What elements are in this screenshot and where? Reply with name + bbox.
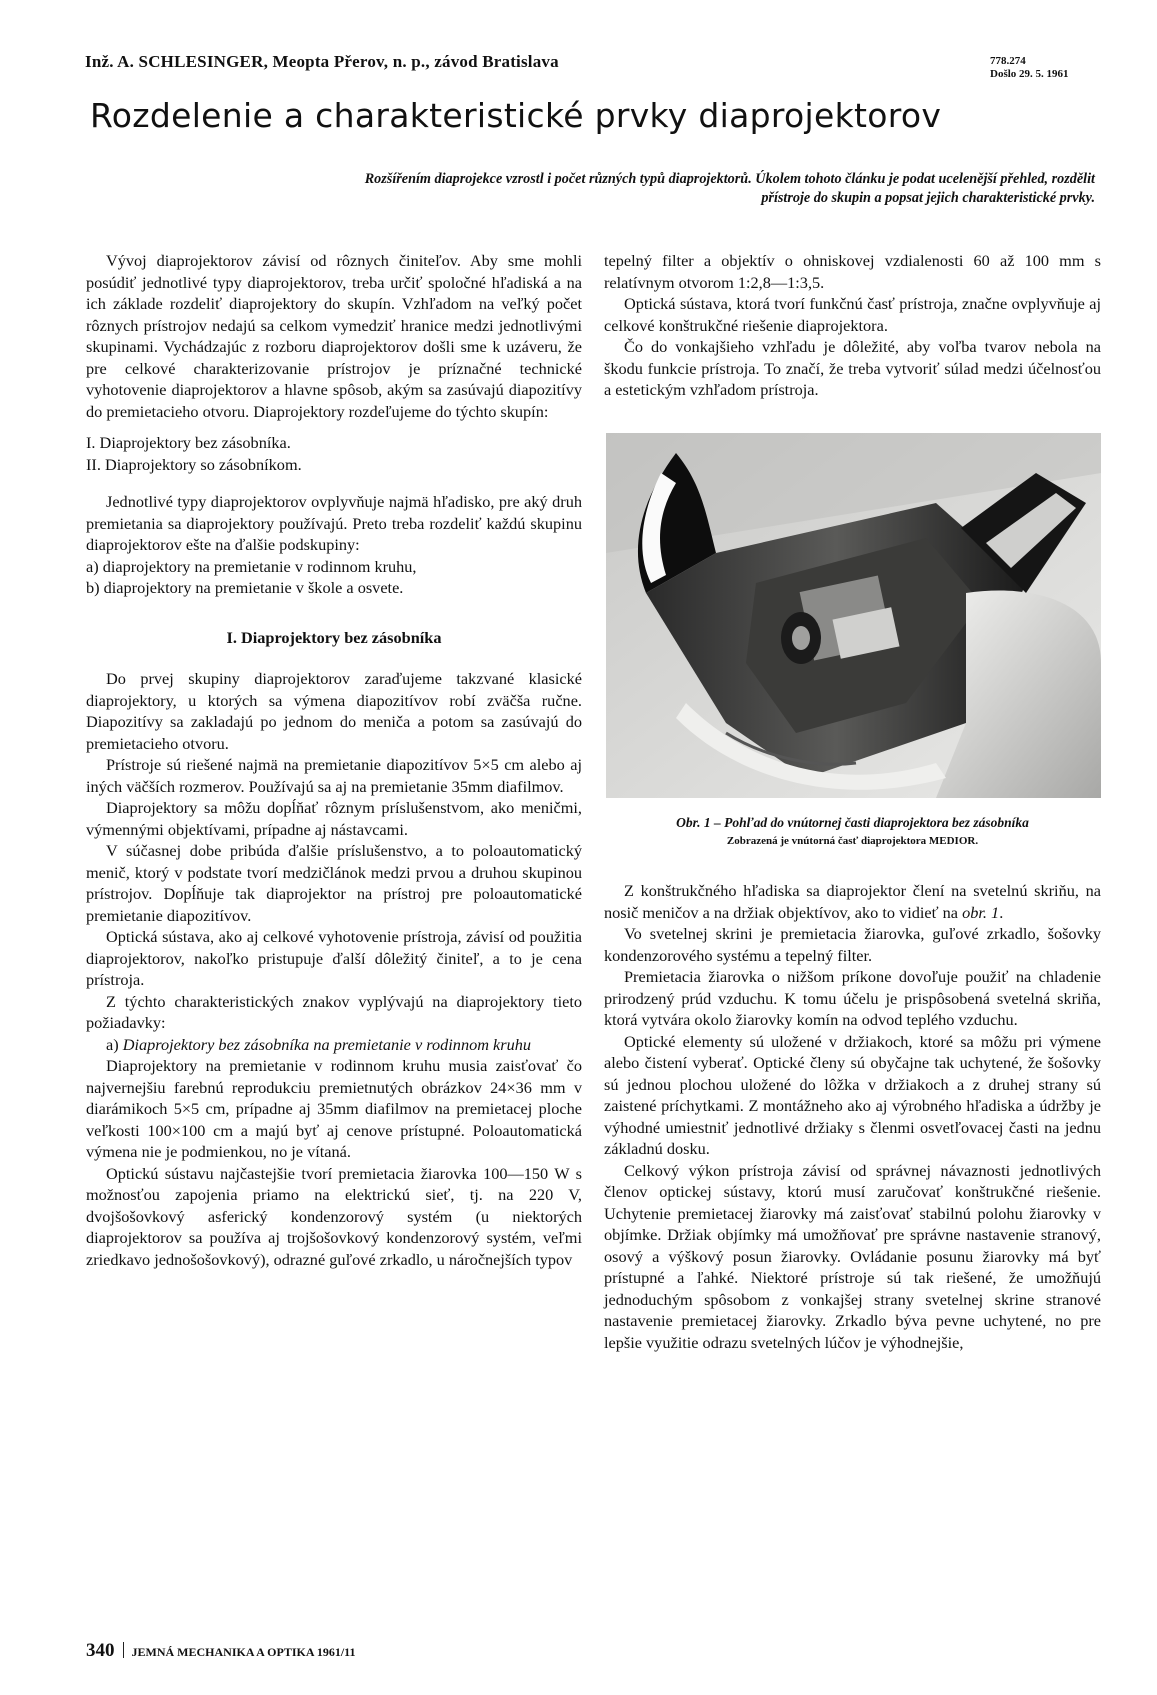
paragraph: Vývoj diaprojektorov závisí od rôznych činiteľov. Aby sme mohli posúdiť jednotlivé typy diaprojektorov, treba určiť spoločné hľadiská a na ich základe rozdeliť diaprojektory do skupín. Vzhľadom na veľký počet rôznych prístrojov nedajú sa celkom vymedziť hranice medzi jednotlivými skupinami. Vychádzajúc z rozboru diaprojektorov došli sme k uzáveru, že pre celkové charakterizovanie prístrojov je príznačné technické vyhotovenie diaprojektorov a hlavne spôsob, akým sa zasúvajú diapozitívy do premietacieho otvoru. Diaprojektory rozdeľujeme do týchto skupín: xyxy=(86,251,582,421)
subsection-prefix: a) xyxy=(106,1034,123,1054)
paragraph: Celkový výkon prístroja závisí od správnej návaznosti jednotlivých členov optickej sústavy, ktorú musí zaručovať konštrukčné riešenie. Uchytenie premietacej žiarovky má zaisťovať stabilnú polohu žiarovky v objímke. Držiak objímky má umožňovať pre správne nastavenie stranový, osový a výškový posun žiarovky. Ovládanie posunu žiarovky má byť prístupné a ľahké. Niektoré prístroje sú tak riešené, že umožňujú jednoduchým spôsobom z vonkajšej strany svetelnej skrine stranové nastavenie premietacej žiarovky. Zrkadlo býva pevne uchytené, no pre lepšie využitie odrazu svetelných lúčov je výhodnejšie, xyxy=(604,1160,1101,1352)
paragraph: Vo svetelnej skrini je premietacia žiarovka, guľové zrkadlo, šošovky kondenzorového systému a tepelný filter. xyxy=(604,924,1101,965)
paragraph: tepelný filter a objektív o ohniskovej vzdialenosti 60 až 100 mm s relatívnym otvorom 1:2,8—1:3,5. xyxy=(604,251,1101,292)
subsection-heading xyxy=(86,1034,582,1056)
paragraph: Čo do vonkajšieho vzhľadu je dôležité, aby voľba tvarov nebola na škodu funkcie prístroja. To značí, že treba vytvoriť súlad medzi účelnosťou a estetickým vzhľadom prístroja. xyxy=(604,337,1101,399)
figure-subcaption: Zobrazená je vnútorná časť diaprojektora MEDIOR. xyxy=(726,834,979,847)
section-heading: I. Diaprojektory bez zásobníka xyxy=(226,627,442,647)
journal-name: JEMNÁ MECHANIKA A OPTIKA 1961/11 xyxy=(131,1645,356,1659)
paragraph xyxy=(604,880,1101,923)
subsection-title: Diaprojektory bez zásobníka na premietanie v rodinnom kruhu xyxy=(122,1034,532,1054)
paragraph: V súčasnej dobe pribúda ďalšie príslušenstvo, a to poloautomatický menič, ktorý v podstate tvorí medzičlánok medzi prvou a druhou skupinou prístrojov. Dopĺňuje tak diaprojektor na prístroj pre poloautomatické premietanie diapozitívov. xyxy=(86,841,582,925)
paragraph: Diaprojektory sa môžu dopĺňať rôznym príslušenstvom, ako meničmi, výmennými objektívami, prípadne aj nástavcami. xyxy=(86,798,582,839)
received-date: Došlo 29. 5. 1961 xyxy=(990,68,1069,80)
subgroup-list xyxy=(86,556,582,599)
paragraph: Diaprojektory na premietanie v rodinnom kruhu musia zaisťovať čo najvernejšiu farebnú reprodukciu premietnutých obrázkov 24×36 mm v diarámikoch 5×5 cm, prípadne aj 35mm diafilmov na premietacej ploche veľkosti 100×100 cm a majú byť aj cenove prístupné. Poloautomatická výmena nie je podmienkou, no je vítaná. xyxy=(86,1056,582,1161)
figure-caption: Obr. 1 – Pohľad do vnútornej časti diaprojektora bez zásobníka xyxy=(676,814,1029,830)
page-number: 340 xyxy=(86,1640,115,1661)
paragraph: Optická sústava, ako aj celkové vyhotovenie prístroja, závisí od použitia diaprojektorov, nakoľko pristupuje ďalší dôležitý činiteľ, a to je cena prístroja. xyxy=(86,927,582,989)
udc-code: 778.274 xyxy=(990,55,1026,67)
text-run: Z konštrukčného hľadiska sa diaprojektor člení na svetelnú skriňu, na nosič meničov a na držiak objektívov, ako to vidieť na xyxy=(604,881,1101,922)
paragraph: Optická sústava, ktorá tvorí funkčnú časť prístroja, značne ovplyvňuje aj celkové konštrukčné riešenie diaprojektora. xyxy=(604,294,1101,335)
footer-divider xyxy=(123,1642,124,1658)
list-item: a) diaprojektory na premietanie v rodinnom kruhu, xyxy=(86,556,417,576)
list-item: I. Diaprojektory bez zásobníka. xyxy=(86,433,291,452)
paragraph: Jednotlivé typy diaprojektorov ovplyvňuje najmä hľadisko, pre aký druh premietania sa diaprojektory používajú. Preto treba rozdeliť každú skupinu diaprojektorov ešte na ďalšie podskupiny: xyxy=(86,492,582,554)
figure-photo xyxy=(606,433,1101,798)
list-item: II. Diaprojektory so zásobníkom. xyxy=(86,454,302,474)
paragraph: Optickú sústavu najčastejšie tvorí premietacia žiarovka 100—150 W s možnosťou zapojenia priamo na elektrickú sieť, tj. na 220 V, dvojšošovkový asferický kondenzorový systém (u niektorých diaprojektorov sa používa aj trojšošovkový kondenzorový systém, veľmi zriedkavo jednošošovkový), odrazné guľové zrkadlo, u náročnejších typov xyxy=(86,1163,582,1269)
paragraph: Premietacia žiarovka o nižšom príkone dovoľuje použiť na chladenie prirodzený prúd vzduchu. K tomu účelu je prispôsobená svetelná skriňa, ktorá vytvára okolo žiarovky komín na odvod teplého vzduchu. xyxy=(604,967,1101,1029)
article-title: Rozdelenie a charakteristické prvky diaprojektorov xyxy=(90,96,942,135)
paragraph: Do prvej skupiny diaprojektorov zaraďujeme takzvané klasické diaprojektory, u ktorých sa výmena diapozitívov robí zväčša ručne. Diapozitívy sa zakladajú po jednom do meniča a potom sa zasúvajú do premietacieho otvoru. xyxy=(86,669,582,753)
figure-reference: obr. 1 xyxy=(962,902,1000,922)
author-line: Inž. A. SCHLESINGER, Meopta Přerov, n. p., závod Bratislava xyxy=(85,52,559,71)
paragraph: Prístroje sú riešené najmä na premietanie diapozitívov 5×5 cm alebo aj iných väčších rozmerov. Používajú sa aj na premietanie 35mm diafilmov. xyxy=(86,755,582,796)
article-abstract: Rozšířením diaprojekce vzrostl i počet různých typů diaprojektorů. Úkolem tohoto článku je podat ucelenější přehled, rozdělit přístroje do skupin a popsat jejich charakteristické prvky. xyxy=(364,171,1095,206)
left-column xyxy=(86,250,582,1270)
paragraph: Optické elementy sú uložené v držiakoch, ktoré sa môžu pri výmene alebo čistení vyberať. Optické členy sú obyčajne tak uchytené, že šošovky sú jednou plochou uložené do lôžka v držiakoch a z druhej strany sú zaistené príchytkami. Z montážneho ako aj výrobného hľadiska a údržby je výhodné umiestniť jednotlivé držiaky s členmi osvetľovacej časti na jednu základnú dosku. xyxy=(604,1031,1101,1158)
group-list xyxy=(86,432,582,475)
text-run: . xyxy=(999,902,1004,922)
paragraph: Z týchto charakteristických znakov vyplývajú na diaprojektory tieto požiadavky: xyxy=(86,991,582,1032)
right-column xyxy=(604,250,1101,1353)
page-footer xyxy=(86,1640,356,1662)
list-item: b) diaprojektory na premietanie v škole a osvete. xyxy=(86,578,404,597)
article-meta xyxy=(990,55,1069,81)
